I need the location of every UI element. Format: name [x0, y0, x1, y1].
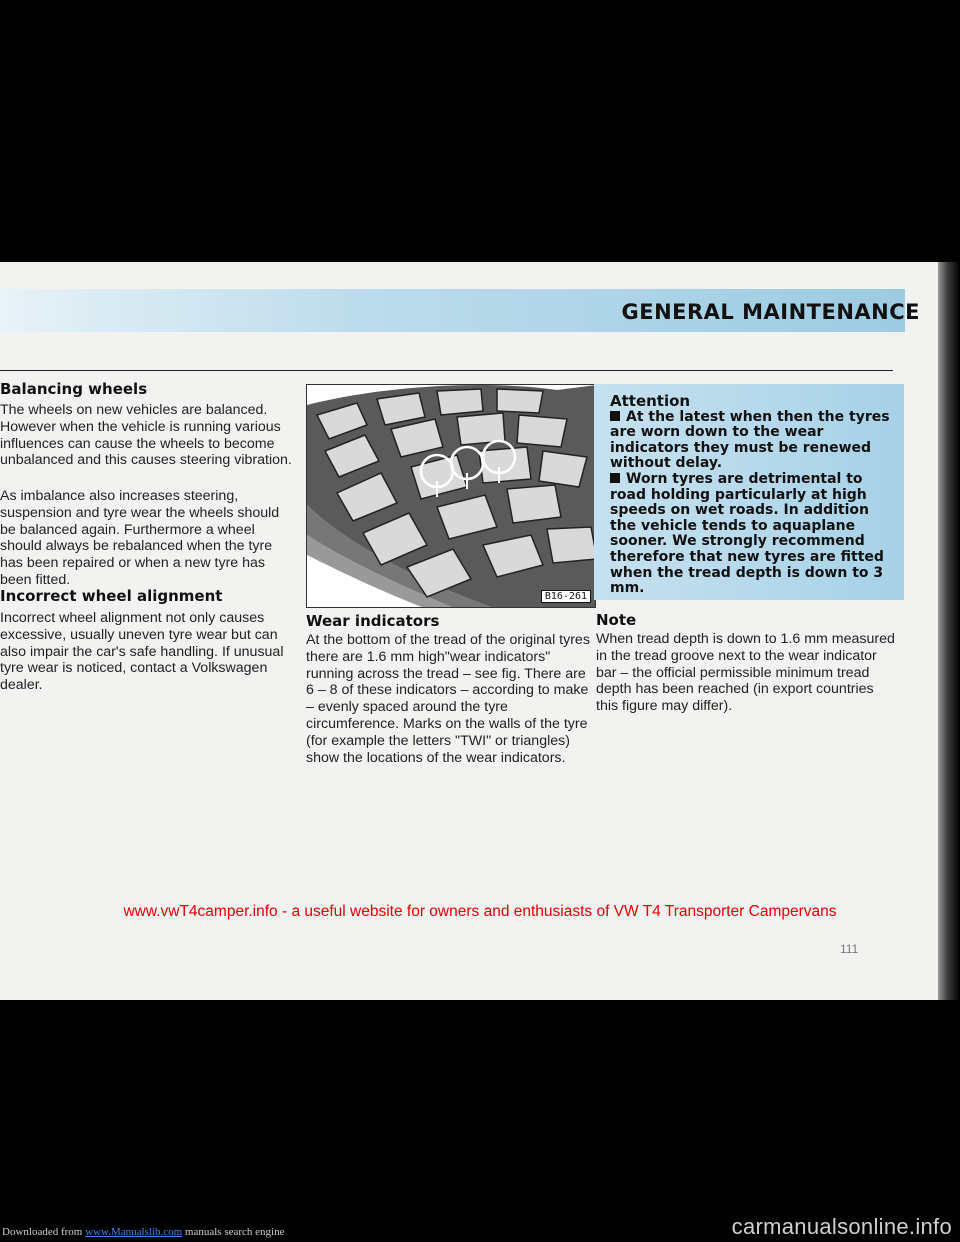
- section-title: GENERAL MAINTENANCE: [621, 300, 920, 324]
- wheel-alignment-heading: Incorrect wheel alignment: [0, 587, 223, 605]
- bullet-icon: [610, 473, 620, 483]
- wear-indicators-heading: Wear indicators: [306, 612, 440, 630]
- attention-item: [610, 410, 896, 472]
- page-number: 111: [840, 942, 859, 956]
- note-heading: Note: [596, 611, 637, 629]
- watermark-site: carmanualsonline.info: [731, 1214, 952, 1239]
- tyre-tread-illustration: [307, 385, 596, 608]
- tyre-tread-figure: [306, 384, 596, 608]
- balancing-wheels-paragraph-1: The wheels on new vehicles are balanced. However when the vehicle is running various influences can cause the wheels to become unbalanced and this causes steering vibration.: [0, 402, 292, 469]
- header-rule: [0, 370, 893, 371]
- footer-suffix: manuals search engine: [184, 1226, 285, 1238]
- note-paragraph: When tread depth is down to 1.6 mm measured in the tread groove next to the wear indicator bar – the official permissible minimum tread depth has been reached (in export countries this figure may differ).: [596, 631, 895, 715]
- attention-item-text: At the latest when then the tyres are worn down to the wear indicators they must be renewed without delay.: [610, 408, 890, 472]
- footer-prefix: Downloaded from: [2, 1226, 83, 1238]
- manualslib-link[interactable]: www.Manualslib.com: [85, 1226, 183, 1238]
- balancing-wheels-heading: Balancing wheels: [0, 380, 148, 398]
- figure-label: B16-261: [541, 590, 591, 603]
- page-edge-shadow: [938, 262, 960, 1000]
- attention-content: [610, 394, 896, 597]
- bullet-icon: [610, 411, 620, 421]
- download-footer: [2, 1226, 284, 1238]
- balancing-wheels-paragraph-2: As imbalance also increases steering, suspension and tyre wear the wheels should be balanced again. Furthermore a wheel should always be rebalanced when the tyre has been repaired or when a new tyre has been fitted.: [0, 488, 280, 588]
- wheel-alignment-paragraph: Incorrect wheel alignment not only causes excessive, usually uneven tyre wear but can also impair the car's safe handling. If unusual tyre wear is noticed, contact a Volkswagen dealer.: [0, 610, 284, 694]
- website-banner: www.vwT4camper.info - a useful website for owners and enthusiasts of VW T4 Transporter Campervans: [123, 903, 837, 920]
- attention-item: [610, 472, 896, 597]
- attention-title: Attention: [610, 392, 691, 410]
- wear-indicators-paragraph: At the bottom of the tread of the original tyres there are 1.6 mm high"wear indicators" running across the tread – see fig. There are 6 – 8 of these indicators – according to make – evenly spaced around the tyre circumference. Marks on the walls of the tyre (for example the letters "TWI" or triangles) show the locations of the wear indicators.: [306, 632, 590, 766]
- attention-item-text: Worn tyres are detrimental to road holding particularly at high speeds on wet roads. In addition the vehicle tends to aquaplane sooner. We strongly recommend therefore that new tyres are fitted when the tread depth is down to 3 mm.: [610, 470, 884, 597]
